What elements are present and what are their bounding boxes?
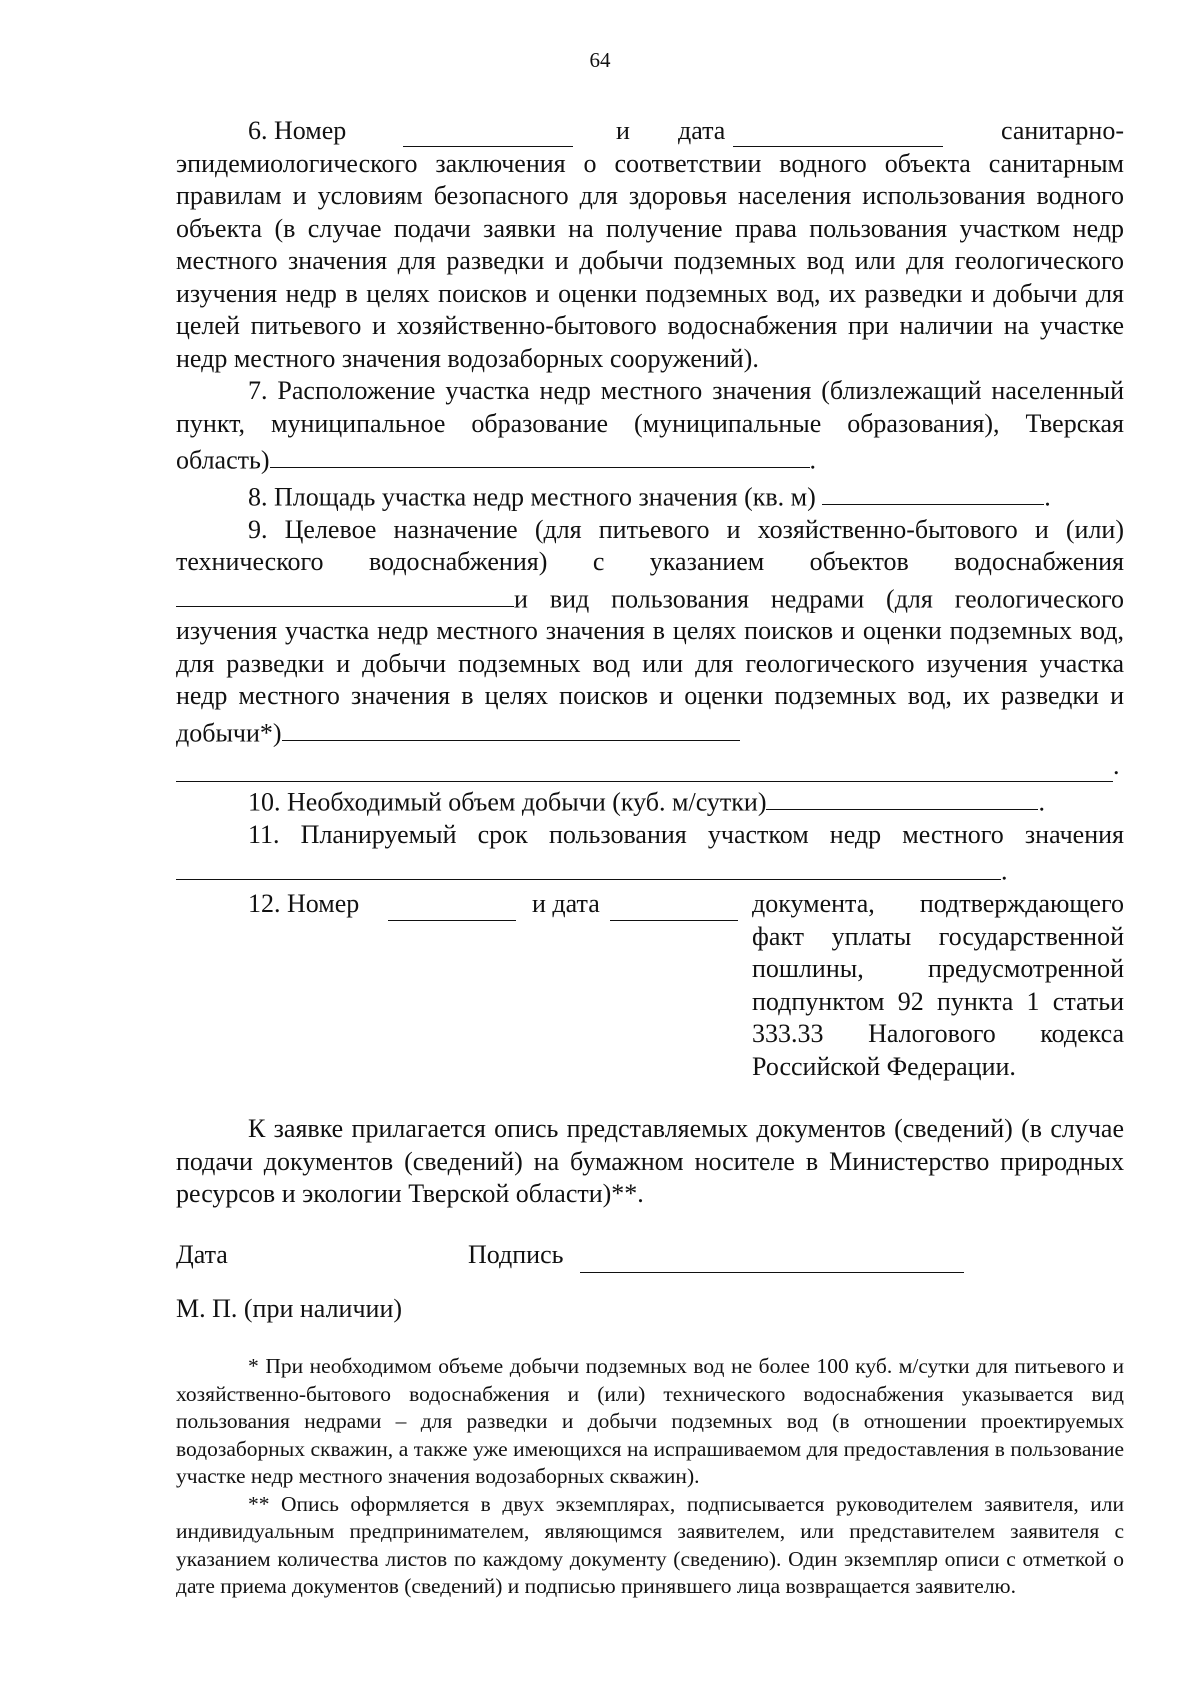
item-9-continuation-blank[interactable] (176, 754, 1113, 782)
item-6-date-blank[interactable] (733, 119, 943, 147)
item-12-date-blank[interactable] (610, 892, 738, 920)
item-7 (176, 375, 1124, 477)
footnote-1: * При необходимом объеме добычи подземных вод не более 100 куб. м/сутки для питьевого и хозяйственно-бытового водоснабжения и (или) технического водоснабжения указывается вид пользования недрами – для разведки и добычи подземных вод (в отношении проектируемых водозаборных скважин, а также уже имеющихся на испрашиваемом для предоставления в пользование участке недр местного значения водозаборных скважин). (176, 1354, 1124, 1489)
signature-blank[interactable] (580, 1245, 964, 1273)
item-9-continuation (176, 750, 1124, 783)
item-12-lead: 12. Номер (248, 889, 360, 919)
item-10-text: 10. Необходимый объем добычи (куб. м/сутки) (248, 787, 767, 817)
item-12-text: документа, подтверждающего факт уплаты государственной пошлины, предусмотренной подпунктом 92 пункта 1 статьи 333.33 Налогового кодекса Российской Федерации. (752, 889, 1124, 1081)
page-number: 64 (589, 48, 611, 72)
item-9-part1: 9. Целевое назначение (для питьевого и хозяйственно-бытового и (или) технического водоснабжения) с указанием объектов водоснабжения (176, 514, 1124, 577)
item-6-and: и (616, 116, 630, 145)
item-11-blank[interactable] (176, 851, 1001, 879)
footnotes (176, 1353, 1124, 1601)
footnote-2: ** Опись оформляется в двух экземплярах, подписывается руководителем заявителя, или индивидуальным предпринимателем, являющимся заявителем, или представителем заявителя с указанием количества листов по каждому документу (сведению). Один экземпляр описи с отметкой о дате приема документов (сведений) и подписью принявшего лица возвращается заявителю. (176, 1491, 1124, 1599)
item-9-end: . (1113, 750, 1120, 780)
item-10 (176, 782, 1124, 819)
attachment-paragraph: К заявке прилагается опись представляемых документов (сведений) (в случае подачи документов (сведений) на бумажном носителе в Министерство природных ресурсов и экологии Тверской области)**. (176, 1114, 1124, 1209)
item-8-blank[interactable] (822, 477, 1044, 505)
item-9-type-blank[interactable] (282, 713, 740, 741)
form-body (176, 115, 1124, 1601)
item-7-blank[interactable] (270, 440, 810, 468)
item-9 (176, 514, 1124, 750)
item-10-blank[interactable] (766, 782, 1038, 810)
stamp-label: М. П. (при наличии) (176, 1293, 403, 1323)
item-11 (176, 819, 1124, 888)
item-6-first-line (176, 115, 1124, 148)
signature-row (176, 1239, 1124, 1279)
item-12-and-date: и дата (532, 889, 600, 919)
item-7-text: 7. Расположение участка недр местного значения (близлежащий населенный пункт, муниципальное образование (муниципальные образования), Тверская область) (176, 376, 1124, 475)
item-6-text: эпидемиологического заключения о соответствии водного объекта санитарным правилам и условиям безопасного для здоровья населения использования водного объекта (в случае подачи заявки на получение права пользования участком недр местного значения для разведки и добычи подземных вод или для геологического изучения недр в целях поисков и оценки подземных вод, их разведки и добычи для целей питьевого и хозяйственно-бытового водоснабжения при наличии на участке недр местного значения водозаборных сооружений). (176, 148, 1124, 373)
item-8-text: 8. Площадь участка недр местного значения (кв. м) (248, 482, 816, 512)
item-9-objects-blank[interactable] (176, 579, 514, 607)
item-9-part2: и вид пользования недрами (для геологического изучения участка недр местного значения в целях поисков и оценки подземных вод, для разведки и добычи подземных вод или для геологического изучения участка недр местного значения в целях поисков и оценки подземных вод, их разведки и добычи*) (176, 583, 1124, 748)
item-6-date-label: дата (678, 116, 726, 145)
item-6-number-blank[interactable] (403, 119, 573, 147)
item-10-end: . (1038, 787, 1045, 817)
item-8-end: . (1044, 482, 1051, 512)
item-11-end: . (1001, 856, 1008, 886)
item-6-tail: санитарно- (1000, 116, 1124, 145)
item-12-number-blank[interactable] (388, 892, 516, 920)
item-8 (176, 477, 1124, 514)
item-7-end: . (809, 445, 817, 475)
date-label: Дата (176, 1239, 228, 1269)
item-6-lead: 6. Номер (248, 116, 347, 145)
signature-label: Подпись (468, 1239, 564, 1269)
item-11-text: 11. Планируемый срок пользования участком недр местного значения (248, 819, 1124, 849)
item-12-first-line (176, 888, 1124, 921)
